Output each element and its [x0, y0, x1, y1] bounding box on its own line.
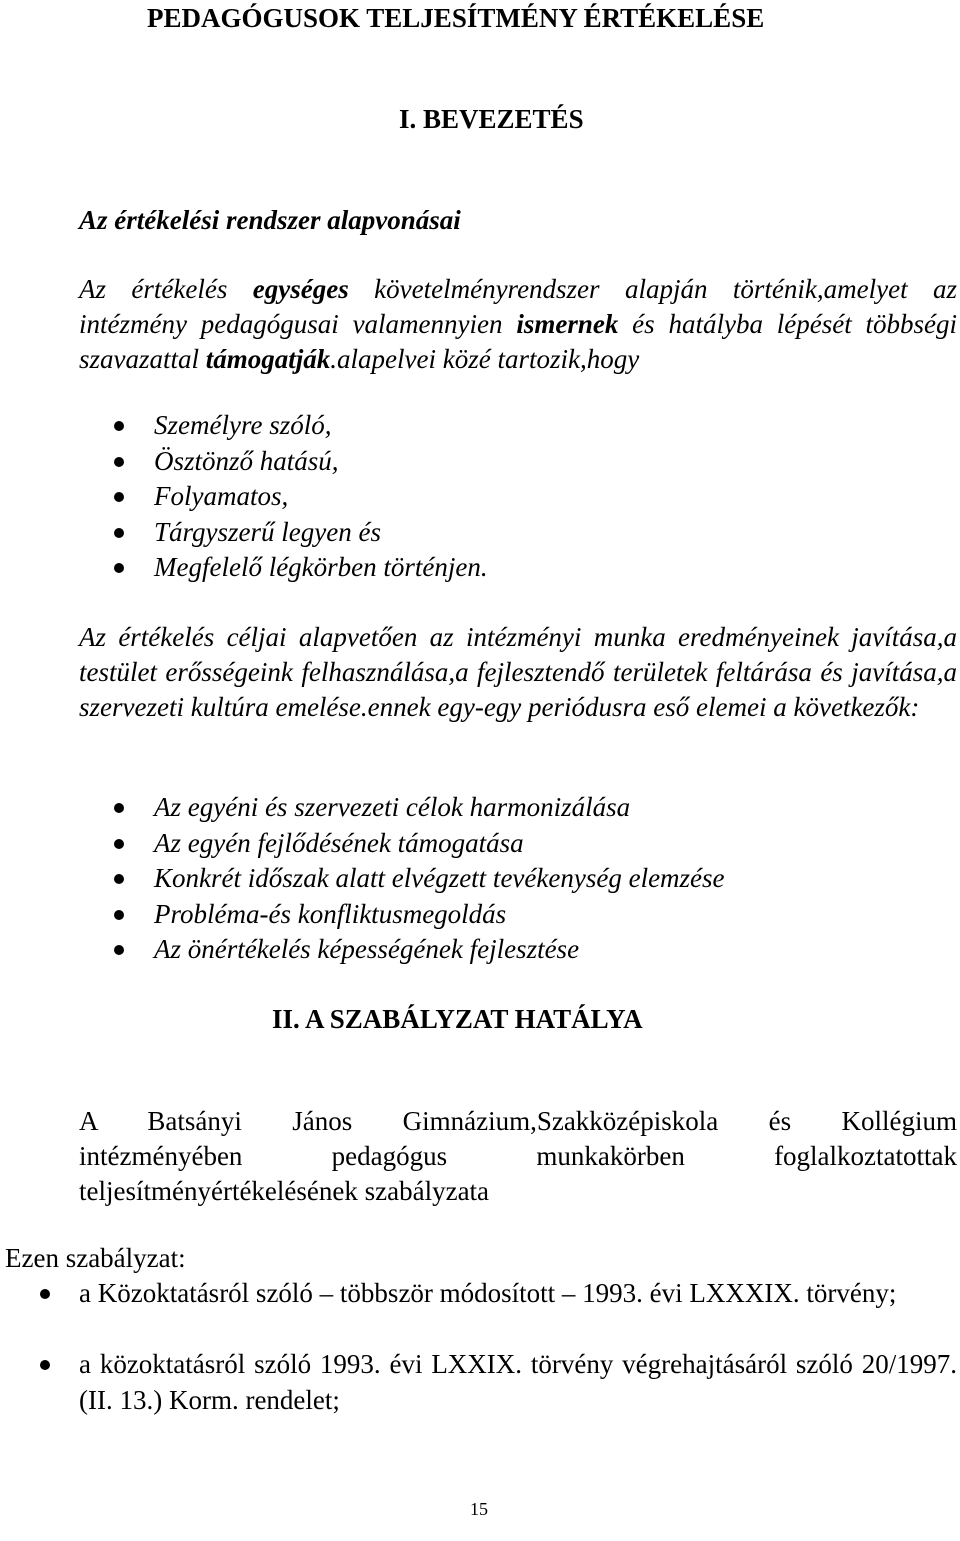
bullet-icon: [114, 945, 124, 955]
subheading-evaluation-system: Az értékelési rendszer alapvonásai: [79, 205, 461, 235]
emphasis-text: ismernek: [516, 309, 619, 339]
bullet-icon: [40, 1360, 50, 1370]
document-title: PEDAGÓGUSOK TELJESÍTMÉNY ÉRTÉKELÉSE: [147, 3, 765, 33]
paragraph-regulation-title: [79, 1104, 957, 1209]
list-item: [79, 826, 725, 862]
list-item-text: Az egyén fejlődésének támogatása: [154, 827, 524, 858]
paragraph-line: intézményében pedagógus munkakörben foglalkoztatottak: [79, 1141, 957, 1171]
paragraph-line: teljesítményértékelésének szabályzata: [79, 1176, 490, 1206]
bullet-icon: [114, 421, 124, 431]
bullet-icon: [114, 803, 124, 813]
list-item-text: a közoktatásról szóló 1993. évi LXXIX. törvény végrehajtásáról szóló 20/1997. (II. 13.) Korm. rendelet;: [79, 1349, 957, 1415]
bullet-icon: [114, 492, 124, 502]
bullet-icon: [114, 910, 124, 920]
list-item: [79, 444, 488, 480]
bullet-icon: [114, 457, 124, 467]
bullet-icon: [114, 563, 124, 573]
bullet-icon: [114, 528, 124, 538]
emphasis-text: támogatják: [205, 344, 331, 374]
list-item-text: Ösztönző hatású,: [154, 445, 339, 476]
list-item: [79, 790, 725, 826]
regulations-list: [5, 1347, 957, 1418]
bullet-icon: [40, 1289, 50, 1299]
principles-list: [79, 408, 488, 586]
list-item-text: Megfelelő légkörben történjen.: [154, 552, 488, 582]
regulations-list: [5, 1276, 957, 1312]
paragraph-evaluation-basis: [79, 272, 957, 377]
page-number: 15: [470, 1499, 488, 1519]
paragraph-line: A Batsányi János Gimnázium,Szakközépiskola és Kollégium: [79, 1106, 957, 1136]
list-item-text: Probléma-és konfliktusmegoldás: [154, 898, 507, 929]
paragraph-text: és hatályba lépését többségi szavazattal: [79, 309, 958, 374]
list-item: [79, 515, 488, 551]
list-item-text: Konkrét időszak alatt elvégzett tevékenység elemzése: [154, 863, 725, 893]
list-item-text: Folyamatos,: [154, 481, 289, 511]
list-item: [79, 408, 488, 444]
elements-list: [79, 790, 725, 968]
bullet-icon: [114, 839, 124, 849]
bullet-icon: [114, 874, 124, 884]
list-item-text: Tárgyszerű legyen és: [154, 516, 381, 547]
list-item: [79, 932, 725, 968]
section-heading-scope: II. A SZABÁLYZAT HATÁLYA: [272, 1004, 643, 1034]
list-item-text: Az egyéni és szervezeti célok harmonizálása: [154, 792, 631, 822]
paragraph-text: .alapelvei közé tartozik,hogy: [330, 344, 640, 374]
paragraph-evaluation-goals: Az értékelés céljai alapvetően az intézményi munka eredményeinek javítása,a testület erősségeink felhasználása,a fejlesztendő területek feltárása és javítása,a szervezeti kultúra emelése.ennek egy-egy periódusra eső elemei a következők:: [79, 622, 957, 722]
list-item: [79, 861, 725, 897]
list-item: [79, 897, 725, 933]
list-item: [5, 1276, 957, 1312]
list-item-text: Az önértékelés képességének fejlesztése: [154, 934, 580, 964]
list-item-text: Személyre szóló,: [154, 410, 332, 440]
list-item: [79, 550, 488, 586]
paragraph-text: Az értékelés: [79, 274, 253, 304]
list-item-text: a Közoktatásról szóló – többször módosított – 1993. évi LXXXIX. törvény;: [79, 1278, 897, 1308]
list-item: [79, 479, 488, 515]
section-heading-introduction: I. BEVEZETÉS: [399, 104, 584, 134]
paragraph-text: követelményrendszer alapján történik,amelyet az intézmény pedagógusai valamennyien: [79, 274, 958, 339]
emphasis-text: egységes: [252, 274, 349, 304]
list-item: [5, 1347, 957, 1418]
regulation-intro: Ezen szabályzat:: [5, 1243, 186, 1273]
